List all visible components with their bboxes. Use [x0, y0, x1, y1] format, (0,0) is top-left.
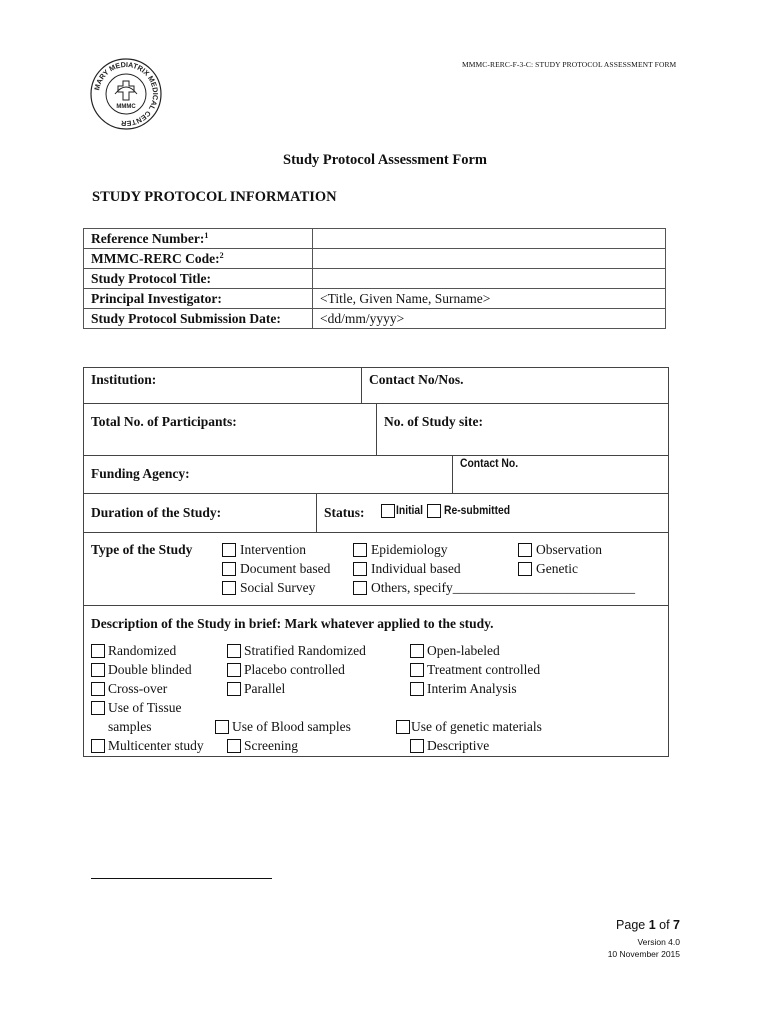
version-date: 10 November 2015 — [607, 949, 680, 959]
status-initial-label: Initial — [396, 505, 424, 517]
multicenter-study-checkbox[interactable] — [91, 739, 105, 753]
footnote-separator — [91, 878, 272, 879]
samples-label: samples — [108, 719, 152, 734]
interim-analysis-checkbox[interactable] — [410, 682, 424, 696]
status-initial-checkbox[interactable] — [381, 504, 395, 518]
placebo-controlled-label: Placebo controlled — [244, 662, 345, 677]
stratified-randomized-checkbox[interactable] — [227, 644, 241, 658]
treatment-controlled-checkbox[interactable] — [410, 663, 424, 677]
reference-number-label: Reference Number:$^1$ — [84, 229, 313, 249]
duration-label: Duration of the Study: — [91, 505, 222, 520]
status-resubmitted-label: Re-submitted — [444, 505, 511, 517]
use-of-tissue-checkbox[interactable] — [91, 701, 105, 715]
page-number: Page 1 of 7 — [616, 918, 680, 932]
epidemiology-label: Epidemiology — [371, 542, 448, 557]
open-labeled-checkbox[interactable] — [410, 644, 424, 658]
use-of-blood-samples-checkbox[interactable] — [215, 720, 229, 734]
cross-over-checkbox[interactable] — [91, 682, 105, 696]
section-title: STUDY PROTOCOL INFORMATION — [92, 189, 337, 205]
status-label: Status: — [324, 505, 365, 520]
observation-label: Observation — [536, 542, 602, 557]
status-resubmitted-checkbox[interactable] — [427, 504, 441, 518]
principal-investigator-field[interactable]: <Title, Given Name, Surname> — [313, 289, 666, 309]
principal-investigator-label: Principal Investigator: — [84, 289, 313, 309]
document-code: MMMC-RERC-F-3-C: STUDY PROTOCOL ASSESSMENT FORM — [462, 60, 677, 69]
description-heading: Description of the Study in brief: Mark whatever applied to the study. — [91, 616, 494, 631]
study-sites-label: No. of Study site: — [384, 414, 484, 429]
use-of-genetic-materials-checkbox[interactable] — [396, 720, 410, 734]
total-participants-label: Total No. of Participants: — [91, 414, 237, 429]
intervention-label: Intervention — [240, 542, 306, 557]
use-of-blood-samples-label: Use of Blood samples — [232, 719, 351, 734]
double-blinded-label: Double blinded — [108, 662, 192, 677]
contact-nos-label: Contact No/Nos. — [369, 372, 464, 387]
individual-based-label: Individual based — [371, 561, 461, 576]
genetic-label: Genetic — [536, 561, 578, 576]
submission-date-field[interactable]: <dd/mm/yyyy> — [313, 309, 666, 329]
intervention-checkbox[interactable] — [222, 543, 236, 557]
contact-no-label: Contact No. — [460, 458, 519, 470]
version-text: Version 4.0 — [637, 937, 680, 947]
others-specify-field[interactable]: Others, specify___________________________ — [371, 580, 635, 595]
randomized-checkbox[interactable] — [91, 644, 105, 658]
submission-date-label: Study Protocol Submission Date: — [84, 309, 313, 329]
descriptive-checkbox[interactable] — [410, 739, 424, 753]
open-labeled-label: Open-labeled — [427, 643, 500, 658]
randomized-label: Randomized — [108, 643, 177, 658]
form-title: Study Protocol Assessment Form — [283, 152, 487, 168]
use-of-tissue-label: Use of Tissue — [108, 700, 182, 715]
social-survey-label: Social Survey — [240, 580, 316, 595]
funding-agency-label: Funding Agency: — [91, 466, 190, 481]
rerc-code-label: MMMC-RERC Code:$^2$ — [84, 249, 313, 269]
institution-label: Institution: — [91, 372, 157, 387]
treatment-controlled-label: Treatment controlled — [427, 662, 541, 677]
protocol-title-label: Study Protocol Title: — [84, 269, 313, 289]
parallel-label: Parallel — [244, 681, 286, 696]
descriptive-label: Descriptive — [427, 738, 490, 753]
cross-over-label: Cross-over — [108, 681, 168, 696]
social-survey-checkbox[interactable] — [222, 581, 236, 595]
parallel-checkbox[interactable] — [227, 682, 241, 696]
genetic-checkbox[interactable] — [518, 562, 532, 576]
interim-analysis-label: Interim Analysis — [427, 681, 517, 696]
screening-checkbox[interactable] — [227, 739, 241, 753]
others-checkbox[interactable] — [353, 581, 367, 595]
placebo-controlled-checkbox[interactable] — [227, 663, 241, 677]
epidemiology-checkbox[interactable] — [353, 543, 367, 557]
stratified-randomized-label: Stratified Randomized — [244, 643, 366, 658]
screening-label: Screening — [244, 738, 298, 753]
double-blinded-checkbox[interactable] — [91, 663, 105, 677]
multicenter-study-label: Multicenter study — [108, 738, 204, 753]
individual-based-checkbox[interactable] — [353, 562, 367, 576]
use-of-genetic-materials-label: Use of genetic materials — [411, 719, 542, 734]
study-type-label: Type of the Study — [91, 542, 193, 557]
logo-center-text: MMMC — [116, 104, 136, 110]
observation-checkbox[interactable] — [518, 543, 532, 557]
document-based-label: Document based — [240, 561, 331, 576]
document-based-checkbox[interactable] — [222, 562, 236, 576]
logo-ring-text: MARY MEDIATRIX MEDICAL CENTER — [92, 59, 161, 129]
